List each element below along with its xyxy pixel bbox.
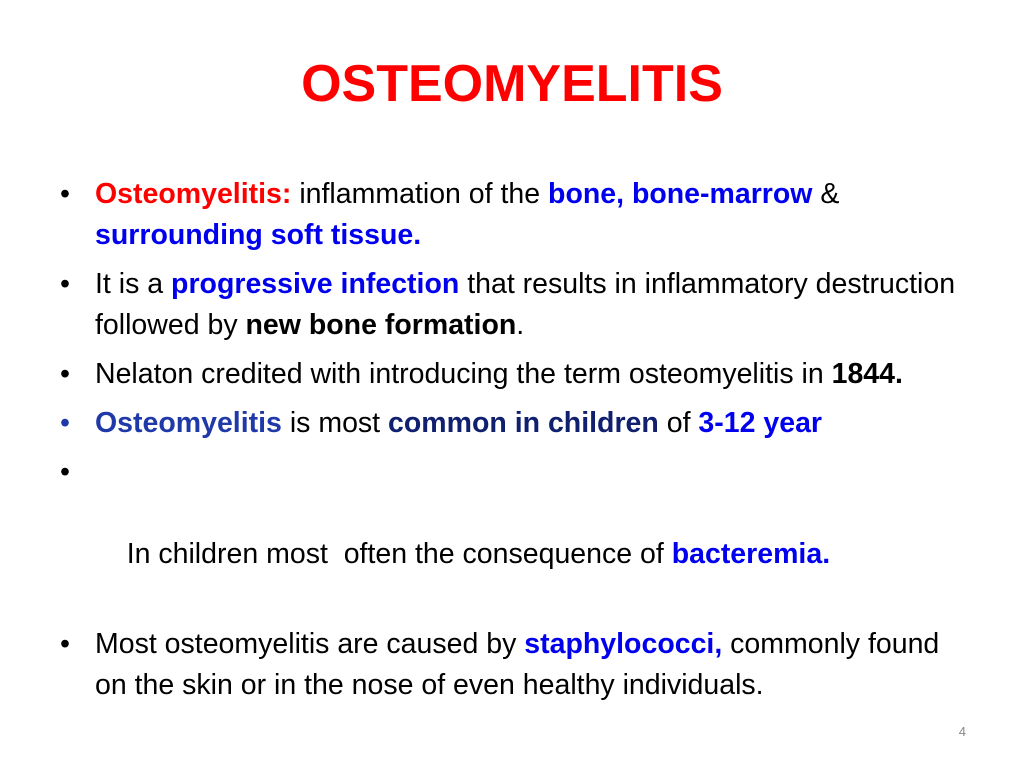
highlight-text: bone, bone-marrow <box>548 178 813 210</box>
term-label: Osteomyelitis <box>95 407 282 439</box>
bullet-dot-icon: • <box>60 178 70 210</box>
bullet-item <box>56 354 976 395</box>
highlight-text: bacteremia. <box>671 538 831 570</box>
bullet-item <box>56 174 976 256</box>
highlight-text: 3-12 year <box>698 407 823 439</box>
emphasis-text: 1844. <box>831 358 903 390</box>
highlight-text: surrounding soft tissue. <box>95 219 422 251</box>
bullet-text: of <box>658 407 699 439</box>
bullet-dot-icon: • <box>60 456 70 488</box>
bullet-dot-icon: • <box>60 268 70 300</box>
bullet-item <box>56 403 976 444</box>
bullet-text: that results in inflammatory destruction followed by <box>95 268 956 341</box>
emphasis-text: new bone formation <box>245 309 517 341</box>
bullet-text: inflammation of the <box>291 178 549 210</box>
bullet-dot-icon: • <box>60 358 70 390</box>
bullet-text: . <box>516 309 525 341</box>
bullet-dot-icon: • <box>60 628 70 660</box>
bullet-text: It is a <box>95 268 172 300</box>
bullet-text: Most osteomyelitis are caused by <box>95 628 525 660</box>
bullet-item <box>56 624 976 706</box>
highlight-text: staphylococci, <box>524 628 723 660</box>
bullet-text: Nelaton credited with introducing the term osteomyelitis in <box>95 358 832 390</box>
bullet-list <box>56 174 976 714</box>
bullet-text: commonly found on the skin or in the nose of even healthy individuals. <box>95 628 940 701</box>
page-number: 4 <box>958 724 966 739</box>
slide-title: OSTEOMYELITIS <box>301 55 723 113</box>
bullet-item <box>56 264 976 346</box>
bullet-text: is most <box>281 407 389 439</box>
bullet-dot-icon: • <box>60 407 70 439</box>
bullet-item <box>56 452 976 616</box>
highlight-text: progressive infection <box>171 268 460 300</box>
bullet-text: & <box>812 178 840 210</box>
emphasis-text: common in children <box>388 407 659 439</box>
bullet-text: In children most often the consequence of <box>126 538 672 570</box>
term-label: Osteomyelitis: <box>95 178 292 210</box>
